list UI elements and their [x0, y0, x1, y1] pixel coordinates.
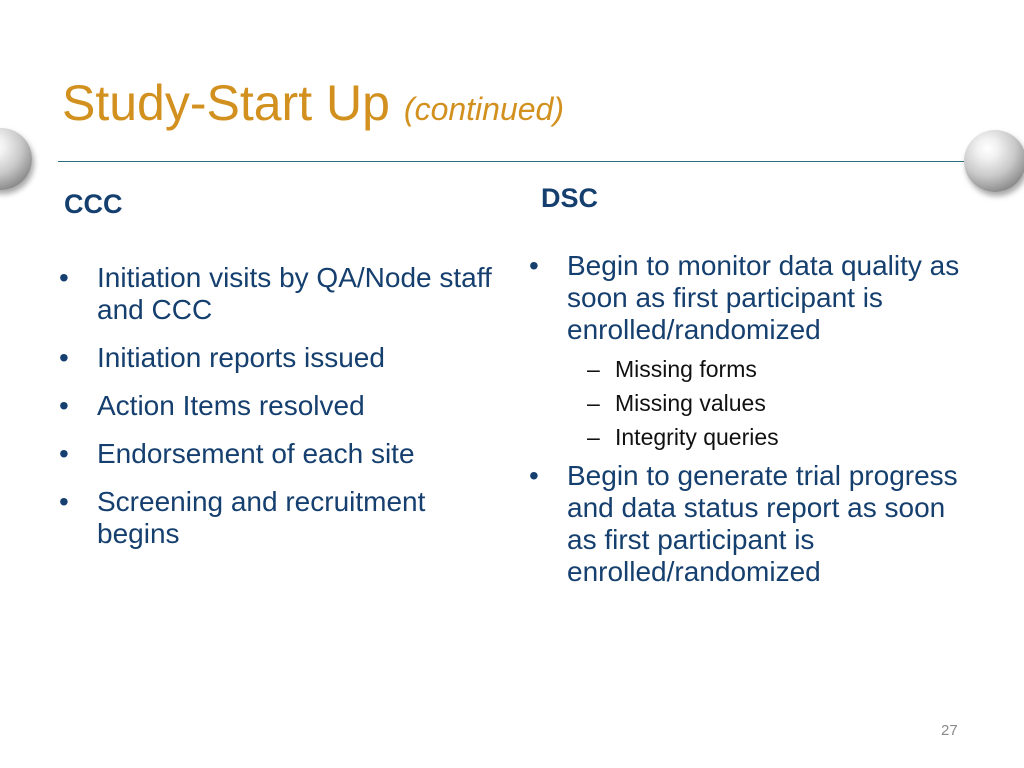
ccc-bullet-item	[57, 486, 497, 550]
title-subtitle: (continued)	[403, 91, 564, 127]
dsc-sub-item	[567, 356, 967, 382]
ccc-bullet-item	[57, 342, 497, 374]
dsc-bullet-text: Begin to monitor data quality as soon as first participant is enrolled/randomized	[567, 250, 960, 345]
ccc-bullet-text: Initiation visits by QA/Node staff and CCC	[97, 262, 492, 325]
bullet-glyph: •	[59, 438, 69, 469]
dash-glyph: –	[587, 424, 600, 450]
dsc-sub-item	[567, 424, 967, 450]
dsc-heading: DSC	[541, 183, 599, 213]
slide-title	[62, 75, 564, 131]
bullet-glyph: •	[529, 460, 539, 491]
ccc-bullet-item	[57, 438, 497, 470]
page-number: 27	[941, 722, 958, 739]
dsc-bullet-text: Begin to generate trial progress and data status report as soon as first participant is enrolled/randomized	[567, 460, 958, 587]
ccc-bullet-text: Initiation reports issued	[97, 342, 385, 373]
dsc-bullet-list	[527, 250, 967, 596]
dsc-bullet-item	[527, 460, 967, 588]
title-main: Study-Start Up	[62, 75, 390, 131]
decorative-sphere-right	[964, 130, 1024, 192]
ccc-bullet-list	[57, 262, 497, 566]
bullet-glyph: •	[59, 342, 69, 373]
dash-glyph: –	[587, 390, 600, 416]
dash-glyph: –	[587, 356, 600, 382]
ccc-heading: CCC	[64, 189, 123, 219]
decorative-sphere-left	[0, 128, 32, 190]
ccc-bullet-text: Action Items resolved	[97, 390, 365, 421]
bullet-glyph: •	[59, 486, 69, 517]
bullet-glyph: •	[529, 250, 539, 281]
dsc-bullet-item	[527, 250, 967, 450]
dsc-sub-text: Integrity queries	[615, 424, 779, 450]
dsc-sub-text: Missing forms	[615, 356, 757, 382]
dsc-sub-list	[567, 356, 967, 450]
dsc-sub-item	[567, 390, 967, 416]
ccc-bullet-item	[57, 390, 497, 422]
ccc-bullet-item	[57, 262, 497, 326]
title-divider	[58, 161, 964, 162]
ccc-bullet-text: Screening and recruitment begins	[97, 486, 426, 549]
ccc-bullet-text: Endorsement of each site	[97, 438, 415, 469]
dsc-sub-text: Missing values	[615, 390, 766, 416]
bullet-glyph: •	[59, 390, 69, 421]
bullet-glyph: •	[59, 262, 69, 293]
